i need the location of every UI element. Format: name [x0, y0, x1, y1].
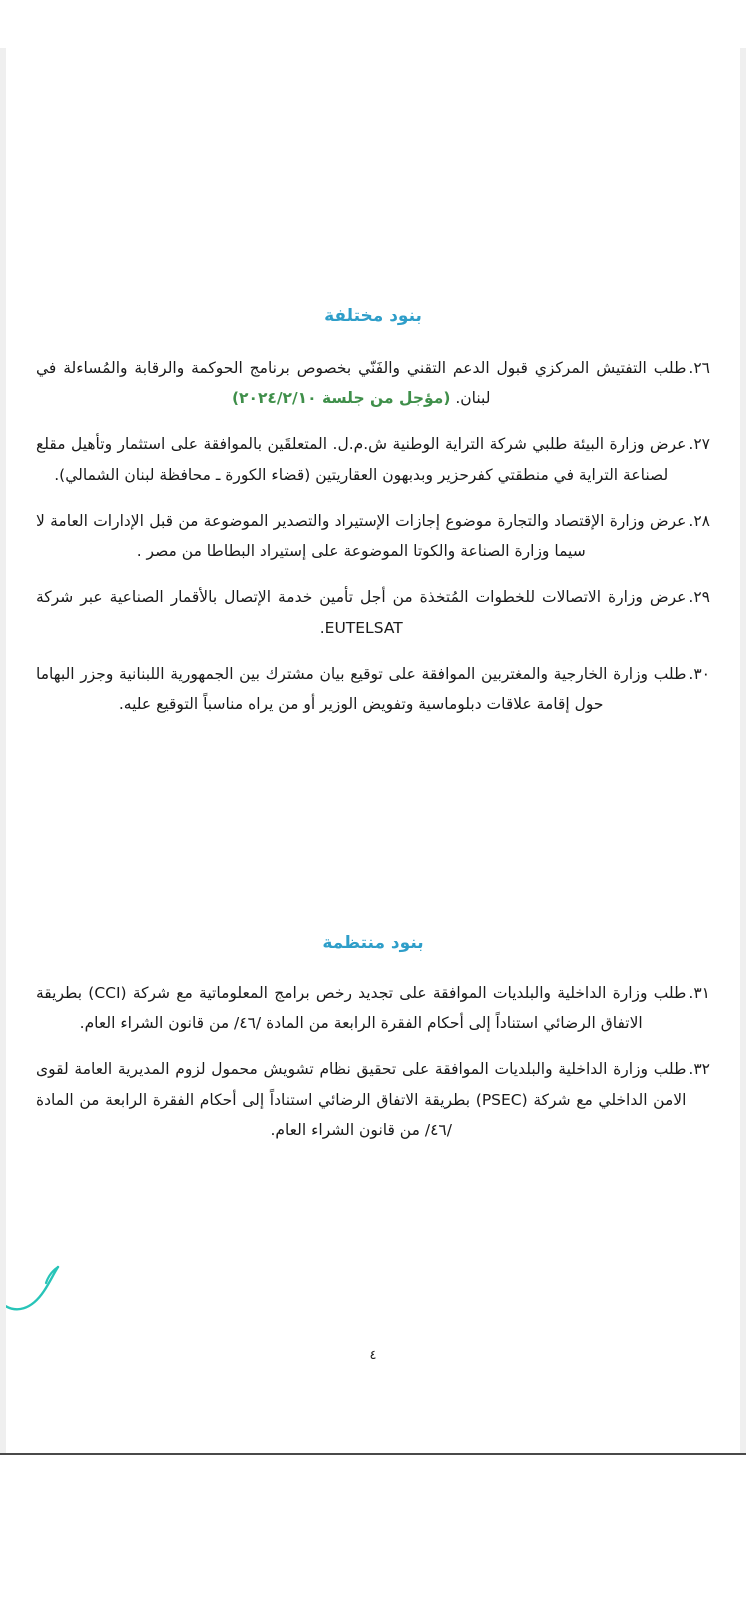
list-item-text: طلب وزارة الداخلية والبلديات الموافقة على تجديد رخص برامج المعلوماتية مع شركة (CCI) بطريقة الاتفاق الرضائي استناداً إلى أحكام الفقرة الرابعة من المادة /٤٦/ من قانون الشراء العام.	[36, 984, 687, 1033]
list-item-text: عرض وزارة الاتصالات للخطوات المُتخذة من أجل تأمين خدمة الإتصال بالأقمار الصناعية عبر شركة EUTELSAT.	[36, 588, 687, 637]
page-number: ٤	[369, 1348, 377, 1363]
list-item-number: ٣٠.	[688, 664, 710, 683]
list-item-body: طلب التفتيش المركزي قبول الدعم التقني والفَنّي بخصوص برنامج الحوكمة والرقابة والمُساءلة في لبنان.	[36, 359, 687, 408]
list-item-number: ٢٦.	[688, 359, 710, 377]
list-item-number: ٢٨.	[688, 511, 710, 530]
list-item	[36, 659, 710, 719]
document-sheet	[6, 48, 740, 1455]
list-item-text: طلب وزارة الداخلية والبلديات الموافقة على تحقيق نظام تشويش محمول لزوم المديرية العامة لقوى الامن الداخلي مع شركة (PSEC) بطريقة الاتفاق الرضائي استناداً إلى أحكام الفقرة الرابعة من المادة /٤٦/ من قانون الشراء العام.	[36, 1060, 687, 1139]
handwritten-scribble-icon	[6, 1243, 76, 1323]
list-item-text: عرض وزارة الإقتصاد والتجارة موضوع إجازات الإستيراد والتصدير الموضوعة من قبل الإدارات العامة لا سيما وزارة الصناعة والكوتا الموضوعة على إستيراد البطاطا من مصر .	[36, 511, 687, 561]
list-item-text	[36, 353, 686, 413]
list-item-text: طلب وزارة الخارجية والمغتربين الموافقة على توقيع بيان مشترك بين الجمهورية اللبنانية وجزر البهاما حول إقامة علاقات دبلوماسية وتفويض الوزير أو من يراه مناسباً التوقيع عليه.	[36, 664, 687, 713]
page-bottom-band	[0, 1455, 746, 1600]
list-item	[36, 1054, 710, 1145]
list-item-number: ٣١.	[688, 984, 710, 1002]
list-item	[36, 582, 710, 642]
list-item	[36, 506, 710, 566]
deferred-note: (مؤجل من جلسة ٢٠٢٤/٢/١٠)	[231, 389, 451, 408]
page-top-band	[0, 0, 746, 50]
list-item-text: عرض وزارة البيئة طلبي شركة التراية الوطنية ش.م.ل. المتعلقَين بالموافقة على استثمار وتأهيل مقلع لصناعة التراية في منطقتي كفرحزير وبدبهون العقاريتين (قضاء الكورة ـ محافظة لبنان الشمالي).	[36, 435, 687, 484]
section-items-regular	[36, 978, 710, 1161]
section-heading-regular: بنود منتظمة	[322, 933, 424, 953]
list-item	[36, 353, 710, 413]
section-items-misc	[36, 353, 710, 735]
list-item-number: ٣٢.	[688, 1060, 710, 1079]
list-item-number: ٢٧.	[688, 435, 710, 454]
list-item	[36, 978, 710, 1038]
list-item	[36, 429, 710, 489]
section-heading-misc: بنود مختلفة	[324, 306, 422, 326]
page-top-band-inner	[0, 0, 746, 46]
list-item-number: ٢٩.	[688, 588, 710, 607]
